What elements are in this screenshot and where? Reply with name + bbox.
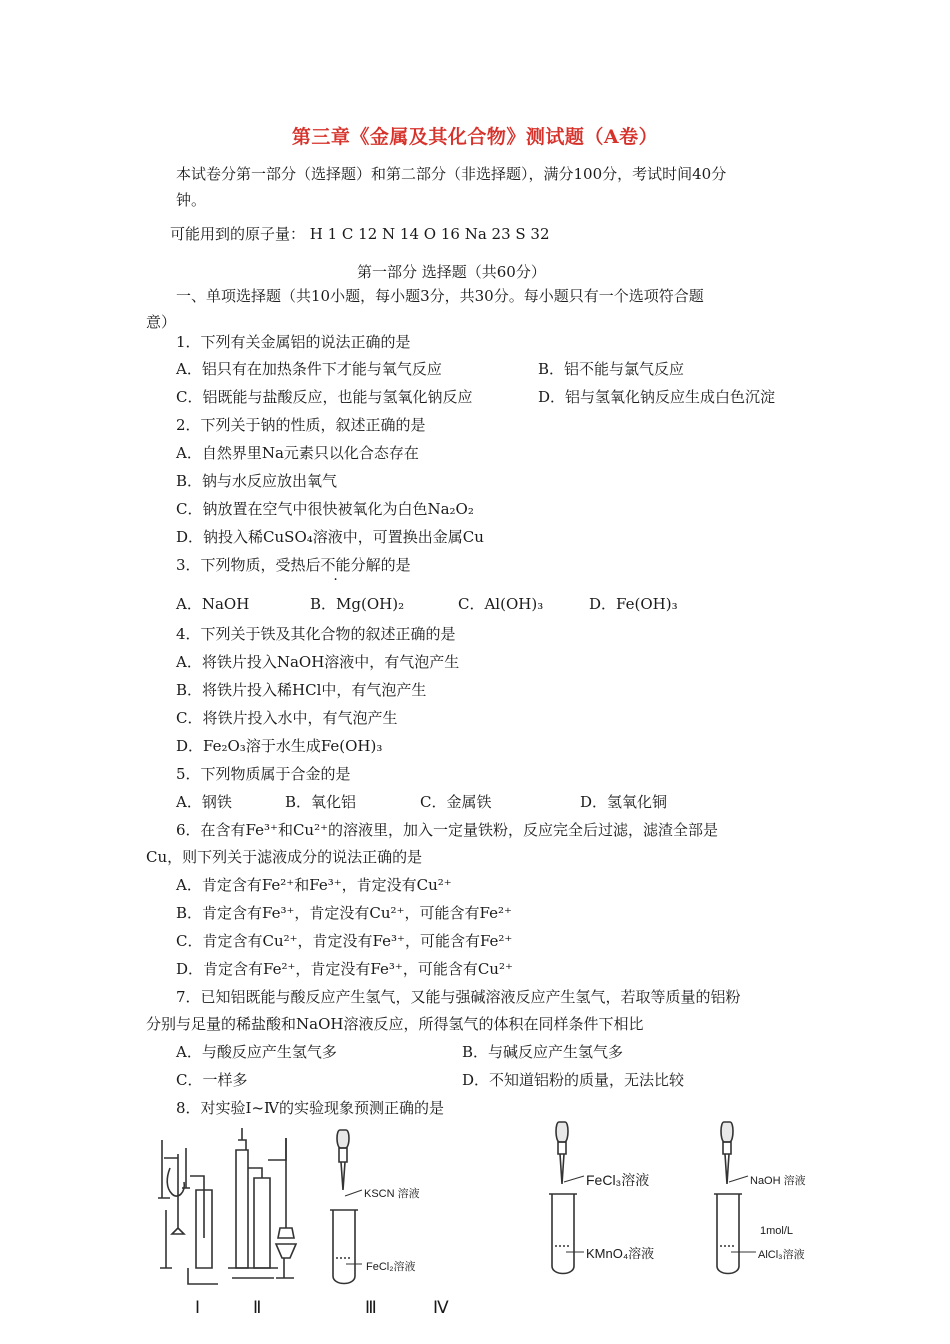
figure-label-iii: Ⅲ: [365, 1298, 377, 1318]
q3-option-d: D．Fe(OH)₃: [589, 595, 678, 613]
q5-option-b: B．氧化铝: [285, 793, 357, 811]
label-fecl3: FeCl₃溶液: [586, 1172, 650, 1188]
q6-option-a: A．肯定含有Fe²⁺和Fe³⁺，肯定没有Cu²⁺: [176, 876, 452, 894]
figure-label-ii: Ⅱ: [253, 1298, 262, 1318]
label-kmno4: KMnO₄溶液: [586, 1246, 655, 1261]
q3-stem: [176, 555, 411, 575]
q4-option-b: B．将铁片投入稀HCl中，有气泡产生: [176, 681, 427, 699]
q3-stem-pre: 3．下列物质，受热后: [176, 556, 321, 574]
intro-line-2: 钟。: [176, 191, 207, 209]
q2-stem: 2．下列关于钠的性质，叙述正确的是: [176, 416, 426, 434]
apparatus-i-sketch: [158, 1140, 218, 1284]
intro-line-1: 本试卷分第一部分（选择题）和第二部分（非选择题），满分100分，考试时间40分: [176, 165, 727, 183]
q2-option-b: B．钠与水反应放出氧气: [176, 472, 338, 490]
apparatus-ii-sketch: [228, 1128, 286, 1278]
section1-line-2: 意）: [146, 313, 177, 331]
section1-line-1: 一、单项选择题（共10小题，每小题3分，共30分。每小题只有一个选项符合题: [176, 287, 704, 305]
q5-option-c: C．金属铁: [420, 793, 492, 811]
q4-option-a: A．将铁片投入NaOH溶液中，有气泡产生: [176, 653, 460, 671]
test-tube-fecl3: [549, 1122, 577, 1274]
q4-option-c: C．将铁片投入水中，有气泡产生: [176, 709, 398, 727]
q6-stem-1: 6．在含有Fe³⁺和Cu²⁺的溶液里，加入一定量铁粉，反应完全后过滤，滤渣全部是: [176, 821, 719, 839]
label-naoh: NaOH 溶液: [750, 1175, 806, 1187]
q3-option-a: A．NaOH: [176, 595, 250, 613]
label-kscn: KSCN 溶液: [364, 1188, 420, 1200]
q6-option-c: C．肯定含有Cu²⁺，肯定没有Fe³⁺，可能含有Fe²⁺: [176, 932, 513, 950]
label-alcl3: AlCl₃溶液: [758, 1249, 805, 1261]
q1-option-c: C．铝既能与盐酸反应，也能与氢氧化钠反应: [176, 388, 473, 406]
q5-option-a: A．钢铁: [176, 793, 232, 811]
q7-option-b: B．与碱反应产生氢气多: [462, 1043, 624, 1061]
q2-option-a: A．自然界里Na元素只以化合态存在: [176, 444, 419, 462]
q4-stem: 4．下列关于铁及其化合物的叙述正确的是: [176, 625, 456, 643]
figure-label-iv: Ⅳ: [433, 1298, 449, 1318]
q3-option-b: B．Mg(OH)₂: [310, 595, 405, 613]
q1-option-d: D．铝与氢氧化钠反应生成白色沉淀: [538, 388, 776, 406]
q2-option-c: C．钠放置在空气中很快被氧化为白色Na₂O₂: [176, 500, 474, 518]
atomic-mass-line: 可能用到的原子量： H 1 C 12 N 14 O 16 Na 23 S 32: [170, 225, 550, 243]
figure-label-i: Ⅰ: [195, 1298, 201, 1318]
q1-stem: 1．下列有关金属铝的说法正确的是: [176, 333, 411, 351]
part1-heading: 第一部分 选择题（共60分）: [357, 263, 546, 281]
q8-stem: 8．对实验Ⅰ~Ⅳ的实验现象预测正确的是: [176, 1099, 445, 1117]
q7-option-a: A．与酸反应产生氢气多: [176, 1043, 337, 1061]
q1-option-b: B．铝不能与氯气反应: [538, 360, 685, 378]
apparatus-ii-burner-sketch: [276, 1138, 296, 1278]
q7-option-c: C．一样多: [176, 1071, 248, 1089]
label-fecl2: FeCl₂溶液: [366, 1261, 416, 1273]
q7-stem-1: 7．已知铝既能与酸反应产生氢气，又能与强碱溶液反应产生氢气，若取等质量的铝粉: [176, 988, 741, 1006]
q6-option-d: D．肯定含有Fe²⁺，肯定没有Fe³⁺，可能含有Cu²⁺: [176, 960, 513, 978]
q3-stem-emphasis: 不能: [320, 556, 351, 574]
q7-stem-2: 分别与足量的稀盐酸和NaOH溶液反应，所得氢气的体积在同样条件下相比: [146, 1015, 644, 1033]
q6-option-b: B．肯定含有Fe³⁺，肯定没有Cu²⁺，可能含有Fe²⁺: [176, 904, 512, 922]
q3-stem-post: 分解的是: [350, 556, 411, 574]
q1-option-a: A．铝只有在加热条件下才能与氧气反应: [176, 360, 442, 378]
q5-stem: 5．下列物质属于合金的是: [176, 765, 351, 783]
q2-option-d: D．钠投入稀CuSO₄溶液中，可置换出金属Cu: [176, 528, 484, 546]
q6-stem-2: Cu，则下列关于滤液成分的说法正确的是: [146, 848, 423, 866]
test-tube-iii: [330, 1130, 358, 1284]
q5-option-d: D．氢氧化铜: [580, 793, 668, 811]
experiment-figure: [0, 1118, 950, 1344]
test-tube-naoh: [714, 1122, 742, 1274]
q7-option-d: D．不知道铝粉的质量，无法比较: [462, 1071, 685, 1089]
q3-option-c: C．Al(OH)₃: [458, 595, 544, 613]
label-concentration: 1mol/L: [760, 1225, 794, 1237]
page-title: 第三章《金属及其化合物》测试题（A卷）: [291, 126, 659, 148]
q4-option-d: D．Fe₂O₃溶于水生成Fe(OH)₃: [176, 737, 383, 755]
